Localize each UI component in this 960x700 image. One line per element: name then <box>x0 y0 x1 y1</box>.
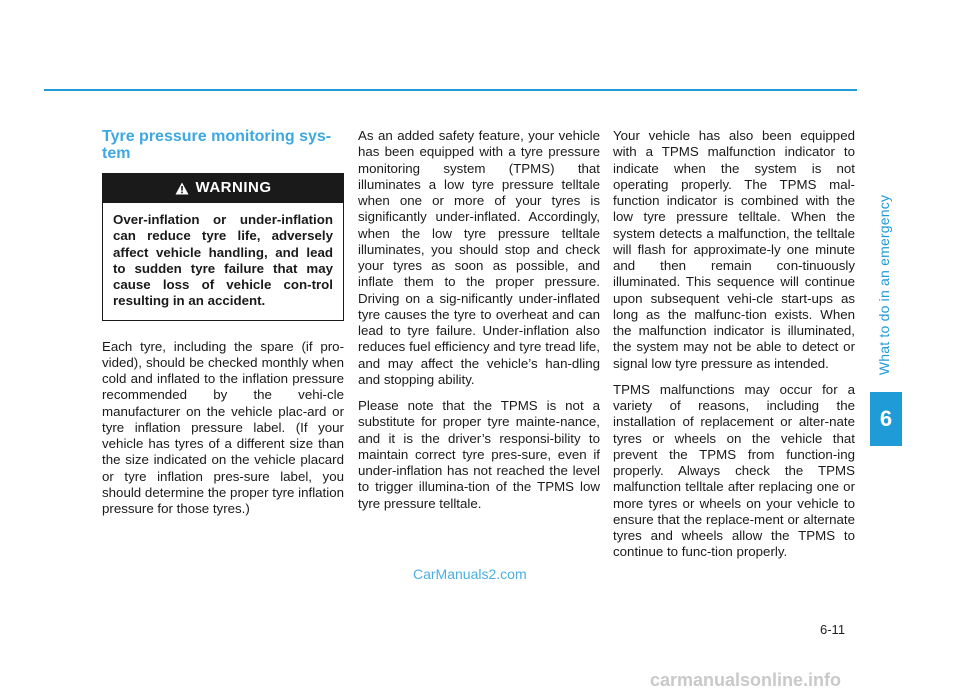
paragraph: As an added safety feature, your vehicle has been equipped with a tyre pressure monitoring system (TPMS) that illuminates a low tyre pressure telltale when one or more of your tyres is significantly under-inflated. Accordingly, when the low tyre pressure telltale illuminates, you should stop and check your tyres as soon as possible, and inflate them to the proper pressure. Driving on a sig-nificantly under-inflated tyre causes the tyre to overheat and can lead to tyre failure. Under-inflation also reduces fuel efficiency and tyre tread life, and may affect the vehicle’s han-dling and stopping ability. <box>358 128 600 387</box>
header-rule <box>44 89 857 91</box>
warning-label: WARNING <box>195 179 272 197</box>
section-side-label <box>872 190 896 380</box>
paragraph: Please note that the TPMS is not a substitute for proper tyre mainte-nance, and it is the driver’s responsi-bility to maintain correct tyre pres-sure, even if under-inflation has not reached the level to trigger illumina-tion of the TPMS low tyre pressure telltale. <box>358 398 600 511</box>
page-number: 6-11 <box>820 622 846 637</box>
warning-text: Over-inflation or under-inflation can reduce tyre life, adversely affect vehicle handling, and lead to sudden tyre failure that may cause loss of vehicle con-trol resulting in an accident. <box>113 212 333 309</box>
watermark-link[interactable]: CarManuals2.com <box>413 566 527 582</box>
paragraph: TPMS malfunctions may occur for a variety of reasons, including the installation of replacement or alter-nate tyres or wheels on the vehicle that prevent the TPMS from function-ing properly. Always check the TPMS malfunction telltale after replacing one or more tyres or wheels on your vehicle to ensure that the replace-ment or alternate tyres and wheels allow the TPMS to continue to func-tion properly. <box>613 381 855 560</box>
paragraph: Each tyre, including the spare (if pro-vided), should be checked monthly when cold and inflated to the inflation pressure recommended by the vehi-cle manufacturer on the vehicle plac-ard or tyre inflation pressure label. (If your vehicle has tyres of a different size than the size indicated on the vehicle placard or tyre inflation pres-sure label, you should determine the proper tyre inflation pressure for those tyres.) <box>102 338 344 516</box>
column-3 <box>613 128 855 571</box>
column-2 <box>358 128 600 522</box>
section-label-text: What to do in an emergency <box>876 194 893 376</box>
warning-triangle-icon <box>175 182 189 195</box>
chapter-tab: 6 <box>870 392 902 446</box>
footer-site-watermark: carmanualsonline.info <box>650 670 842 690</box>
column-1 <box>102 128 344 527</box>
warning-header <box>103 174 343 203</box>
warning-box <box>102 173 344 321</box>
section-title: Tyre pressure monitoring sys- tem <box>102 128 332 162</box>
paragraph: Your vehicle has also been equipped with a TPMS malfunction indicator to indicate when the system is not operating properly. The TPMS mal-function indicator is combined with the low tyre pressure telltale. When the system detects a malfunction, the telltale will flash for approximate-ly one minute and then remain con-tinuously illuminated. This sequence will continue upon subsequent vehi-cle start-ups as long as the malfunc-tion exists. When the malfunction indicator is illuminated, the system may not be able to detect or signal low tyre pressure as intended. <box>613 128 855 371</box>
